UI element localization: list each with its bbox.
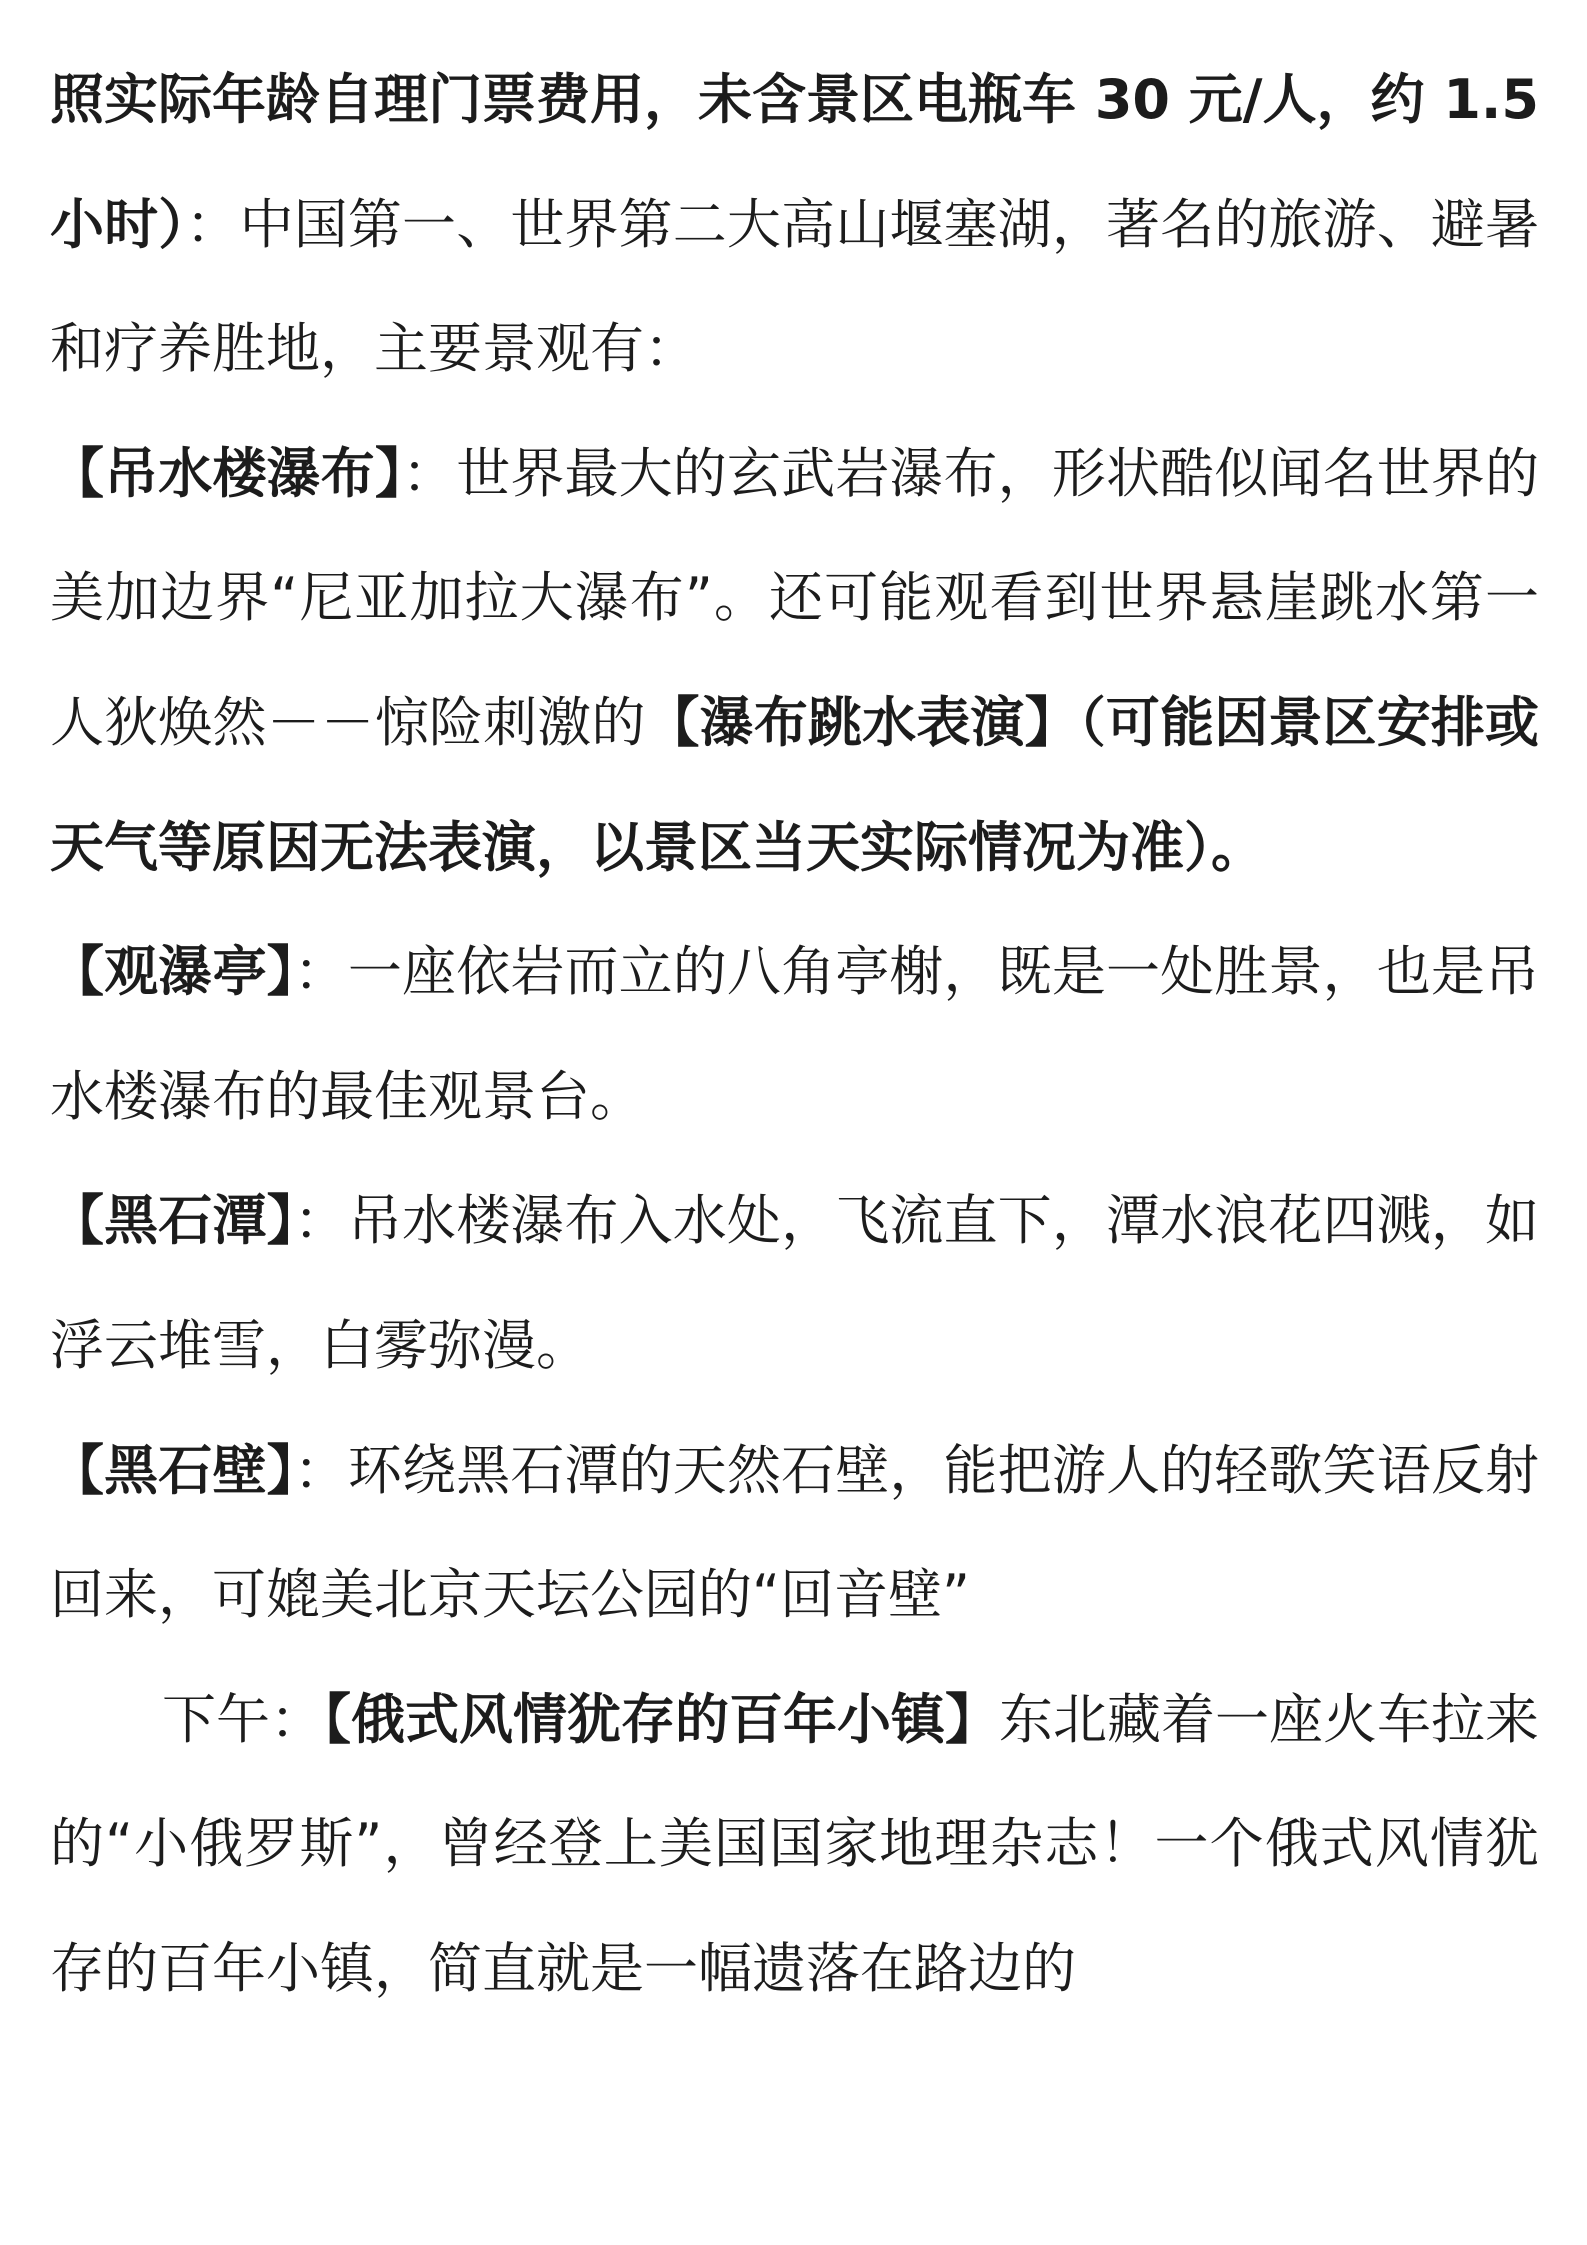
spot-black-pool-paragraph	[50, 1159, 1539, 1408]
afternoon-paragraph	[50, 1658, 1539, 2032]
spot-waterfall-text: ：世界最大的玄武岩瀑布，形状酷似闻名世界的美加边界“尼亚加拉大瀑布”。还可能观看到世界悬崖跳水第一人狄焕然－－惊险刺激的	[50, 441, 1540, 754]
intro-paragraph	[50, 38, 1539, 412]
intro-text: ：中国第一、世界第二大高山堰塞湖，著名的旅游、避暑和疗养胜地，主要景观有：	[50, 192, 1540, 381]
spot-pavilion-title: 【观瀑亭】	[50, 940, 294, 1004]
spot-black-wall-paragraph	[50, 1409, 1539, 1658]
spot-waterfall-note: （可能因景区安排或天气等原因无法表演，以景区当天实际情况为准）。	[50, 690, 1540, 879]
spot-black-pool-text: ：吊水楼瀑布入水处，飞流直下，潭水浪花四溅，如浮云堆雪，白雾弥漫。	[50, 1189, 1540, 1377]
afternoon-title: 【俄式风情犹存的百年小镇】	[324, 1687, 999, 1751]
spot-waterfall-highlight: 【瀑布跳水表演】	[645, 690, 1079, 754]
spot-black-pool-title: 【黑石潭】	[50, 1189, 294, 1253]
spot-waterfall-paragraph	[50, 412, 1539, 910]
intro-bold-lead: 照实际年龄自理门票费用，未含景区电瓶车 30 元/人，约 1.5 小时）	[50, 68, 1539, 256]
document-body	[50, 38, 1539, 2032]
spot-pavilion-text: ：一座依岩而立的八角亭榭，既是一处胜景，也是吊水楼瀑布的最佳观景台。	[50, 940, 1540, 1128]
spot-waterfall-title: 【吊水楼瀑布】	[50, 441, 403, 505]
spot-black-wall-text: ：环绕黑石潭的天然石壁，能把游人的轻歌笑语反射回来，可媲美北京天坛公园的“回音壁”	[50, 1438, 1540, 1627]
afternoon-text: 东北藏着一座火车拉来的“小俄罗斯”，曾经登上美国国家地理杂志！一个俄式风情犹存的百年小镇，简直就是一幅遗落在路边的	[50, 1687, 1539, 2000]
spot-pavilion-paragraph	[50, 910, 1539, 1159]
afternoon-label: 下午：	[162, 1687, 324, 1751]
spot-black-wall-title: 【黑石壁】	[50, 1438, 294, 1502]
